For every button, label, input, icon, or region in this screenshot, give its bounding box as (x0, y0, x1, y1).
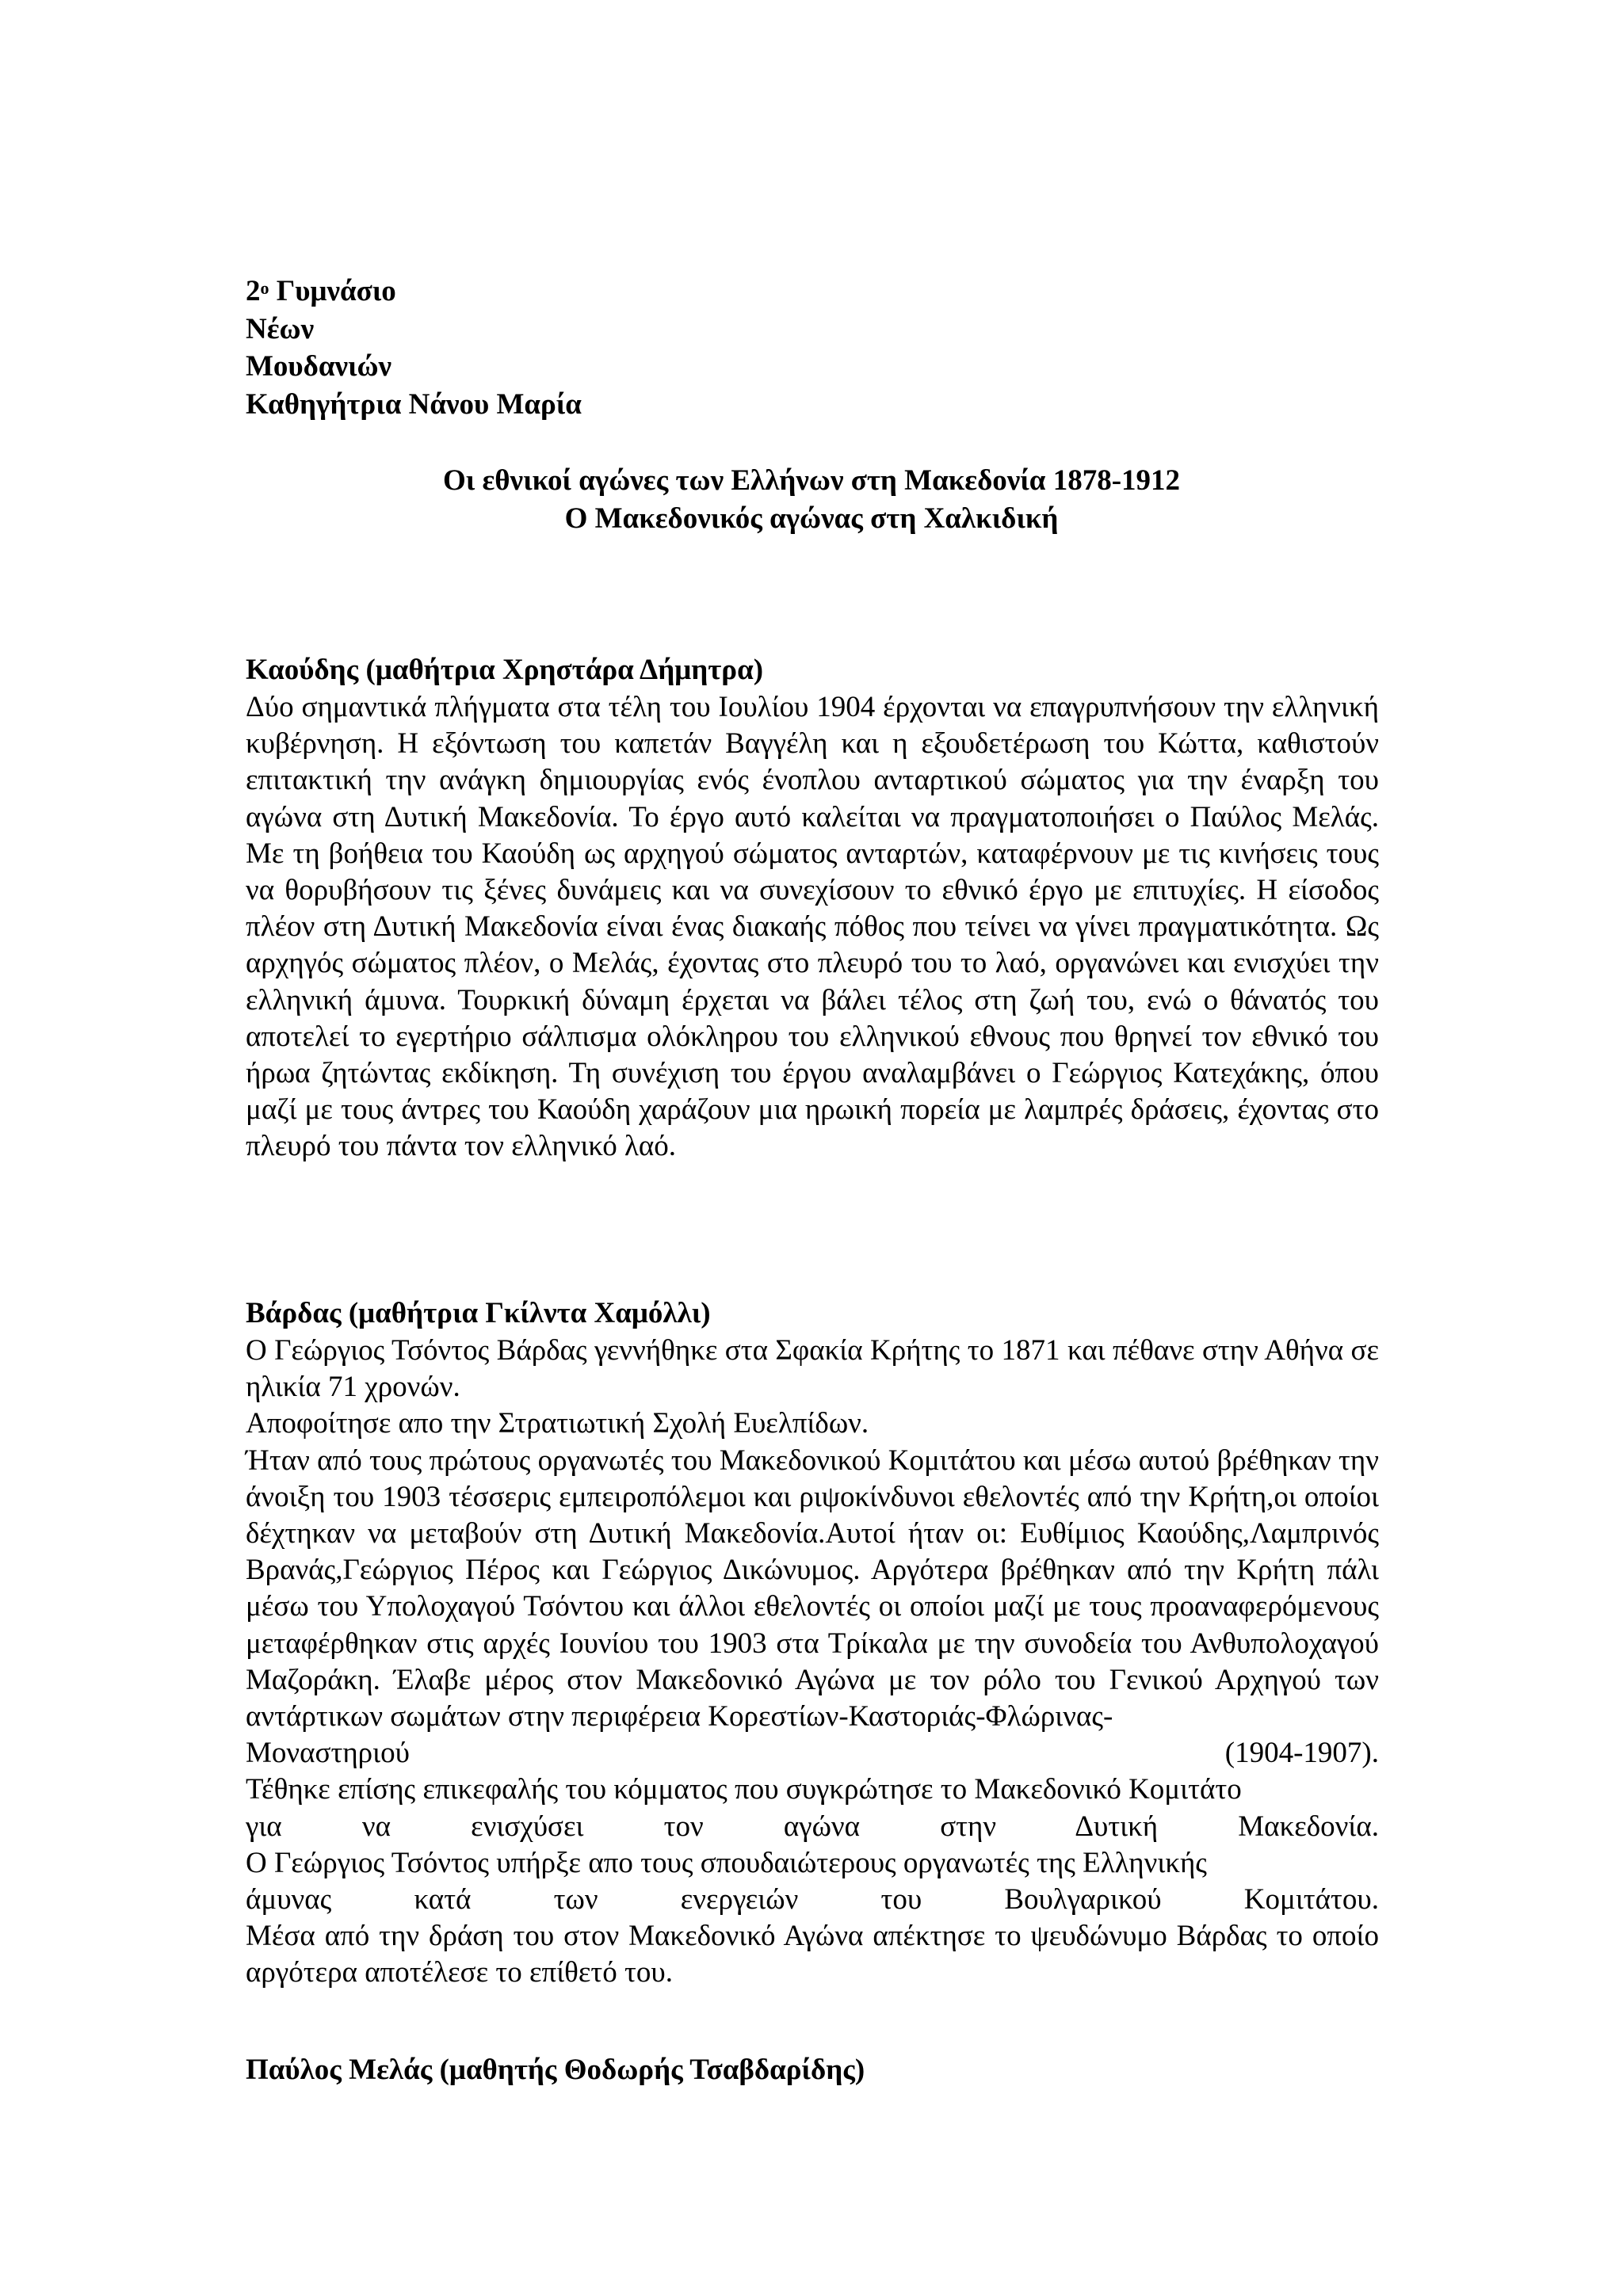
paragraph: Δύο σημαντικά πλήγματα στα τέλη του Ιουλίου 1904 έρχονται να επαγρυπνήσουν την ελληνική κυβέρνηση. Η εξόντωση του καπετάν Βαγγέλη και η εξουδετέρωση του Κώττα, καθιστούν επιτακτική την ανάγκη δημιουργίας ενός ένοπλου ανταρτικού σώματος για την έναρξη του αγώνα στη Δυτική Μακεδονία. Το έργο αυτό καλείται να πραγματοποιήσει ο Παύλος Μελάς. Με τη βοήθεια του Καούδη ως αρχηγού σώματος ανταρτών, καταφέρνουν με τις κινήσεις τους να θορυβήσουν τις ξένες δυνάμεις και να συνεχίσουν το εθνικό έργο με επιτυχίες. Η είσοδος πλέον στη Δυτική Μακεδονία είναι ένας διακαής πόθος που τείνει να γίνει πραγματικότητα. Ως αρχηγός σώματος πλέον, ο Μελάς, έχοντας στο πλευρό του το λαό, οργανώνει και ενισχύει την ελληνική άμυνα. Τουρκική δύναμη έρχεται να βάλει τέλος στη ζωή του, ενώ ο θάνατός του αποτελεί το εγερτήριο σάλπισμα ολόκληρου του ελληνικού εθνους που θρηνεί τον εθνικό του ήρωα ζητώντας εκδίκηση. Τη συνέχιση του έργου αναλαμβάνει ο Γεώργιος Κατεχάκης, όπου μαζί με τους άντρες του Καούδη χαράζουν μια ηρωική πορεία με λαμπρές δράσεις, έχοντας στο πλευρό του πάντα τον ελληνικό λαό. (246, 691, 1379, 1163)
paragraph: Ο Γεώργιος Τσόντος Βάρδας γεννήθηκε στα Σφακία Κρήτης το 1871 και πέθανε στην Αθήνα σε ηλικία 71 χρονών. (246, 1334, 1379, 1404)
school-city-line1: Νέων (246, 313, 315, 345)
section-heading-vardas: Βάρδας (μαθήτρια Γκίλντα Χαμόλλι) (246, 1297, 711, 1329)
school-word: Γυμνάσιο (269, 275, 396, 307)
paragraph-end-line: για να ενισχύσει τον αγώνα στην Δυτική Μακεδονία. (246, 1810, 1379, 1843)
section-body-kaoudis (246, 689, 1379, 1165)
paragraph: Τέθηκε επίσης επικεφαλής του κόμματος που συγκρώτησε το Μακεδονικό Κομιτάτο (246, 1773, 1242, 1806)
paragraph-end-line (246, 1735, 1379, 1772)
text-fragment: Μοναστηριού (246, 1737, 410, 1770)
text-fragment: (1904-1907). (1224, 1737, 1379, 1770)
paragraph: Μέσα από την δράση του στον Μακεδονικό Αγώνα απέκτησε το ψευδώνυμο Βάρδας το οποίο αργότερα αποτέλεσε το επίθετό του. (246, 1920, 1379, 1989)
paragraph: Ήταν από τους πρώτους οργανωτές του Μακεδονικού Κομιτάτου και μέσω αυτού βρέθηκαν την άνοιξη του 1903 τέσσερις εμπειροπόλεμοι και ριψοκίνδυνοι εθελοντές από την Κρήτη,οι οποίοι δέχτηκαν να μεταβούν στη Δυτική Μακεδονία.Αυτοί ήταν οι: Ευθίμιος Καούδης,Λαμπρινός Βρανάς,Γεώργιος Πέρος και Γεώργιος Δικώνυμος. Αργότερα βρέθηκαν από την Κρήτη πάλι μέσω του Υπολοχαγού Τσόντου και άλλοι εθελοντές οι οποίοι μαζί με τους προαναφερόμενους μεταφέρθηκαν στις αρχές Ιουνίου του 1903 στα Τρίκαλα με την συνοδεία του Ανθυπολοχαγού Μαζοράκη. Έλαβε μέρος στον Μακεδονικό Αγώνα με τον ρόλο του Γενικού Αρχηγού των αντάρτικων σωμάτων στην περιφέρεια Κορεστίων-Καστοριάς-Φλώρινας- (246, 1444, 1379, 1733)
school-number: 2 (246, 275, 261, 307)
section-heading-kaoudis: Καούδης (μαθήτρια Χρηστάρα Δήμητρα) (246, 654, 764, 686)
document-title: Οι εθνικοί αγώνες των Ελλήνων στη Μακεδονία 1878-1912 (442, 464, 1181, 497)
section-body-vardas (246, 1333, 1379, 1992)
paragraph-end-line: άμυνας κατά των ενεργειών του Βουλγαρικού Κομιτάτου. (246, 1883, 1379, 1917)
teacher-name: Καθηγήτρια Νάνου Μαρία (246, 388, 582, 421)
document-subtitle: Ο Μακεδονικός αγώνας στη Χαλκιδική (564, 502, 1059, 535)
section-heading-melas: Παύλος Μελάς (μαθητής Θοδωρής Τσαβδαρίδης) (246, 2054, 865, 2086)
school-name-line (246, 273, 396, 310)
paragraph: Ο Γεώργιος Τσόντος υπήρξε απο τους σπουδαιώτερους οργανωτές της Ελληνικής (246, 1846, 1207, 1879)
school-city-line2: Μουδανιών (246, 350, 392, 383)
school-number-superscript: ο (260, 278, 269, 298)
paragraph: Αποφοίτησε απο την Στρατιωτική Σχολή Ευελπίδων. (246, 1407, 869, 1440)
